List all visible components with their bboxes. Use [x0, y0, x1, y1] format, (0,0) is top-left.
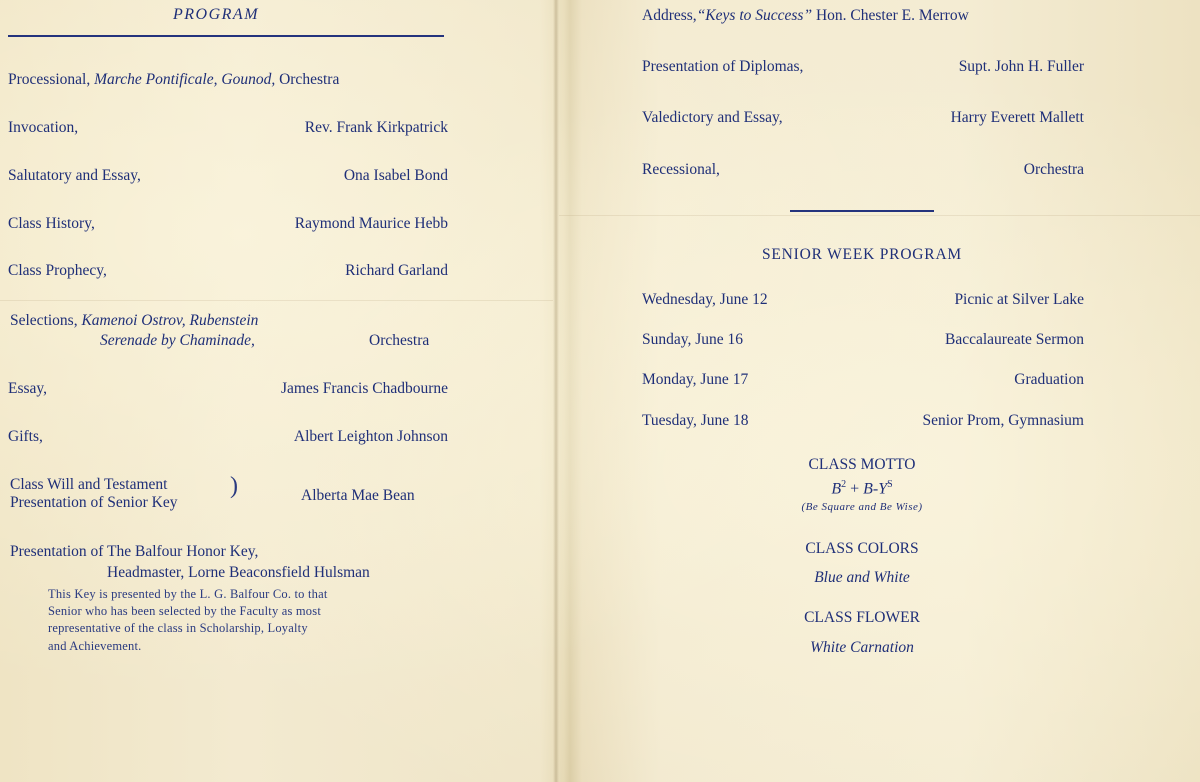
selections-performer: Orchestra [369, 332, 430, 349]
title-rule [8, 35, 444, 37]
senior-week-title: SENIOR WEEK PROGRAM [761, 246, 963, 263]
class-colors-value: Blue and White [814, 569, 910, 586]
program-item-essay: Essay, James Francis Chadbourne [8, 380, 448, 397]
class-motto-meaning: (Be Square and Be Wise) [801, 501, 923, 513]
section-divider [790, 210, 934, 212]
program-item-class-history: Class History, Raymond Maurice Hebb [8, 215, 448, 232]
balfour-note-1: This Key is presented by the L. G. Balfour Co. to that [48, 587, 328, 601]
selections-line-2: Serenade by Chaminade, [100, 332, 255, 349]
balfour-note-4: and Achievement. [48, 639, 142, 653]
balfour-line-2: Headmaster, Lorne Beaconsfield Hulsman [107, 564, 370, 581]
senior-key-line: Presentation of Senior Key [10, 494, 178, 511]
address-line: Address,“Keys to Success” Hon. Chester E. Merrow [642, 7, 969, 24]
senior-week-item: Monday, June 17 Graduation [642, 371, 1084, 388]
class-motto-formula: $B^2 + B-Y^S$ [831, 479, 893, 498]
program-item-class-prophecy: Class Prophecy, Richard Garland [8, 262, 448, 279]
center-fold [553, 0, 559, 782]
program-item-recessional: Recessional, Orchestra [642, 161, 1084, 178]
paper-crease [0, 300, 553, 301]
paper-crease [559, 215, 1200, 216]
program-title: PROGRAM [173, 6, 260, 23]
senior-week-item: Wednesday, June 12 Picnic at Silver Lake [642, 291, 1084, 308]
class-colors-title: CLASS COLORS [805, 540, 919, 557]
senior-week-item: Tuesday, June 18 Senior Prom, Gymnasium [642, 412, 1084, 429]
balfour-note-3: representative of the class in Scholarship, Loyalty [48, 621, 308, 635]
will-presenter: Alberta Mae Bean [301, 487, 415, 504]
class-flower-title: CLASS FLOWER [804, 609, 920, 626]
class-will-line: Class Will and Testament [10, 476, 168, 493]
balfour-note-2: Senior who has been selected by the Faculty as most [48, 604, 321, 618]
class-flower-value: White Carnation [810, 639, 914, 656]
program-item-diplomas: Presentation of Diplomas, Supt. John H. Fuller [642, 58, 1084, 75]
program-item-valedictory: Valedictory and Essay, Harry Everett Mallett [642, 109, 1084, 126]
class-motto-title: CLASS MOTTO [808, 456, 916, 473]
program-item-gifts: Gifts, Albert Leighton Johnson [8, 428, 448, 445]
processional-line: Processional, Marche Pontificale, Gounod, Orchestra [8, 71, 340, 88]
program-item-invocation: Invocation, Rev. Frank Kirkpatrick [8, 119, 448, 136]
senior-week-item: Sunday, June 16 Baccalaureate Sermon [642, 331, 1084, 348]
selections-line-1: Selections, Kamenoi Ostrov, Rubenstein [10, 312, 259, 329]
brace-glyph: ) [230, 473, 238, 499]
balfour-line-1: Presentation of The Balfour Honor Key, [10, 543, 259, 560]
program-item-salutatory: Salutatory and Essay, Ona Isabel Bond [8, 167, 448, 184]
